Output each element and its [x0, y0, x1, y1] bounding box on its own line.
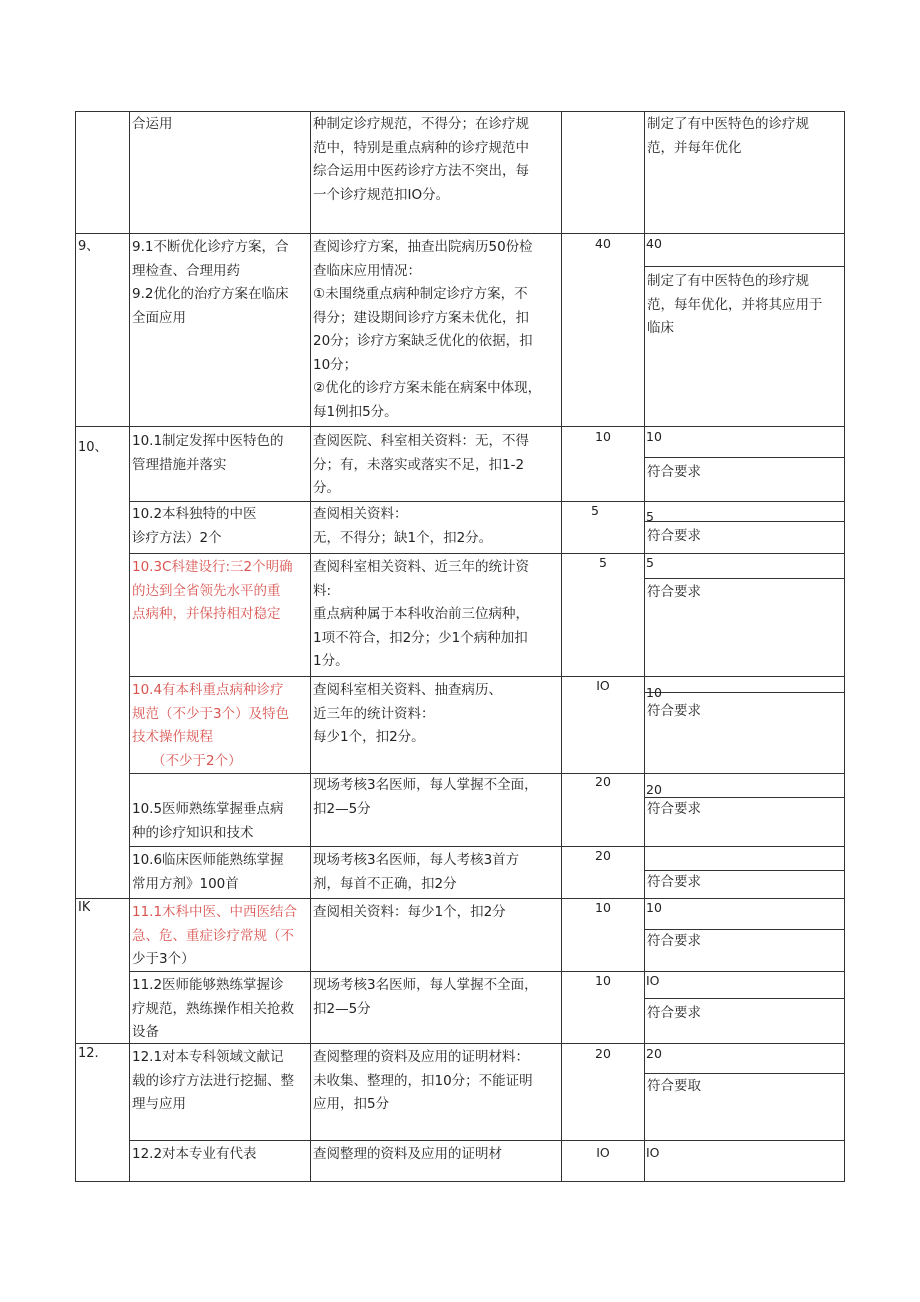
score-value: IO	[596, 1146, 610, 1160]
score-value: 20	[595, 1047, 611, 1061]
result-value: 10	[646, 430, 662, 444]
result-text: 符合要求	[647, 801, 701, 817]
method-text: 查阅整理的资料及应用的证明材	[313, 1146, 502, 1162]
method-text: 查阅医院、科室相关资料：无，不得 分；有，未落实或落实不足，扣1-2 分。	[313, 433, 529, 496]
item-text: 10.1制定发挥中医特色的 管理措施并落实	[132, 433, 284, 473]
method-text: 查阅相关资料： 无，不得分；缺1个，扣2分。	[313, 506, 493, 546]
item-highlight: 11.1木科中医、中西医结合	[132, 904, 298, 920]
method-text: 现场考核3名医师，每人掌握不全面， 扣2—5分	[313, 777, 538, 817]
result-value: IO	[646, 1146, 660, 1160]
column-divider	[129, 112, 130, 1181]
score-value: IO	[596, 679, 610, 693]
score-value: 20	[595, 849, 611, 863]
result-value: IO	[646, 974, 660, 988]
score-value: 20	[595, 775, 611, 789]
score-value: 40	[595, 237, 611, 251]
item-text: 9.1不断优化诊疗方案，合 理检查、合理用药 9.2优化的治疗方案在临床 全面应用	[132, 239, 289, 326]
result-divider	[644, 578, 844, 579]
method-text: 现场考核3名医师，每人掌握不全面， 扣2—5分	[313, 977, 538, 1017]
item-text	[132, 603, 281, 627]
result-text: 符合要求	[647, 464, 701, 480]
method-text: 查阅诊疗方案，抽查出院病历50份检 查临床应用情况： ①未围绕重点病种制定诊疗方案，不 得分；建设期间诊疗方案未优化，扣 20分；诊疗方案缺乏优化的依据，扣 10分； ②优化的诊疗方案未能在病案中体现， 每1例扣5分。	[313, 239, 542, 420]
row-divider	[76, 233, 844, 234]
result-text: 符合要求	[647, 703, 701, 719]
evaluation-table	[75, 111, 845, 1182]
row-divider	[129, 553, 844, 554]
row-divider	[76, 898, 844, 899]
result-divider	[644, 692, 844, 693]
result-value: 20	[646, 783, 662, 797]
row-divider	[129, 676, 844, 677]
result-text: 符合要求	[647, 584, 701, 600]
method-text: 种制定诊疗规范，不得分；在诊疗规 范中，特别是重点病种的诊疗规范中 综合运用中医药诊疗方法不突出，每 一个诊疗规范扣IO分。	[313, 116, 529, 203]
result-divider	[644, 521, 844, 522]
item-highlight: 急、危、重症诊疗常规（不	[132, 927, 294, 944]
result-text: 符合要求	[647, 528, 701, 544]
method-text: 查阅科室相关资料、近三年的统计资 料: 重点病种属于本科收治前三位病种， 1项不符合，扣2分；少1个病种加扣 1分。	[313, 559, 529, 669]
item-text: 10.6临床医师能熟练掌握 常用方剂》100首	[132, 852, 284, 892]
row-divider	[129, 501, 844, 502]
score-value: 5	[591, 504, 599, 518]
method-text: 查阅相关资料：每少1个，扣2分	[313, 904, 506, 920]
item-text: 10.3C科建设行:三2个明确 的达到全省领先水平的重	[132, 559, 293, 599]
result-divider	[644, 266, 844, 267]
item-text: 10.2本科独特的中医 诊疗方法）2个	[132, 506, 257, 546]
result-value: 5	[646, 556, 654, 570]
row-divider	[76, 426, 844, 427]
row-number: 9、	[78, 239, 100, 254]
result-value: 10	[646, 901, 662, 915]
result-value: 10	[646, 686, 662, 700]
result-divider	[644, 998, 844, 999]
item-text: 合运用	[132, 116, 173, 132]
result-text: 符合要求	[647, 933, 701, 949]
row-divider	[129, 846, 844, 847]
item-text: 10.5医师熟练掌握垂点病 种的诊疗知识和技术	[132, 801, 284, 841]
result-value: 40	[646, 237, 662, 251]
method-text: 查阅整理的资料及应用的证明材料： 未收集、整理的，扣10分；不能证明 应用，扣5分	[313, 1049, 533, 1112]
method-text: 查阅科室相关资料、抽查病历、 近三年的统计资料： 每少1个，扣2分。	[313, 682, 502, 745]
result-text: 符合要取	[647, 1078, 701, 1094]
result-divider	[644, 457, 844, 458]
column-divider	[310, 112, 311, 1181]
result-text: 制定了有中医特色的诊疗规 范，并每年优化	[647, 116, 809, 156]
item-text: 12.1对本专科领域文献记 载的诊疗方法进行挖掘、整 理与应用	[132, 1049, 294, 1112]
score-value: 10	[595, 430, 611, 444]
item-highlight: 点病种，并保持相对稳定	[132, 606, 281, 622]
item-text: 12.2对本专业有代表	[132, 1146, 257, 1162]
result-text: 制定了有中医特色的珍疗规 范，每年优化，并将其应用于 临床	[647, 273, 823, 336]
score-value: 5	[599, 556, 607, 570]
score-value: 10	[595, 974, 611, 988]
item-text: 11.1木科中医、中西医结合 急、危、重症诊疗常规（不 少于3个）	[132, 904, 298, 967]
column-divider	[644, 112, 645, 1181]
result-value: 20	[646, 1047, 662, 1061]
result-value: 5	[646, 510, 654, 524]
result-divider	[644, 1073, 844, 1074]
row-divider	[129, 1140, 844, 1141]
row-number: 12.	[78, 1046, 99, 1061]
column-divider	[561, 112, 562, 1181]
result-text: 符合要求	[647, 1005, 701, 1021]
item-text: 11.2医师能够熟练掌握诊 疗规范，熟练操作相关抢救 设备	[132, 977, 294, 1040]
item-text: 10.4有本科重点病种诊疗 规范（不少于3个）及特色 技术操作规程 （不少于2个）	[132, 682, 290, 769]
row-number: 10、	[78, 440, 108, 455]
result-text: 符合要求	[647, 874, 701, 890]
row-number: IK	[78, 900, 91, 915]
score-value: 10	[595, 901, 611, 915]
method-text: 现场考核3名医师，每人考核3首方 剂，每首不正确，扣2分	[313, 852, 520, 892]
